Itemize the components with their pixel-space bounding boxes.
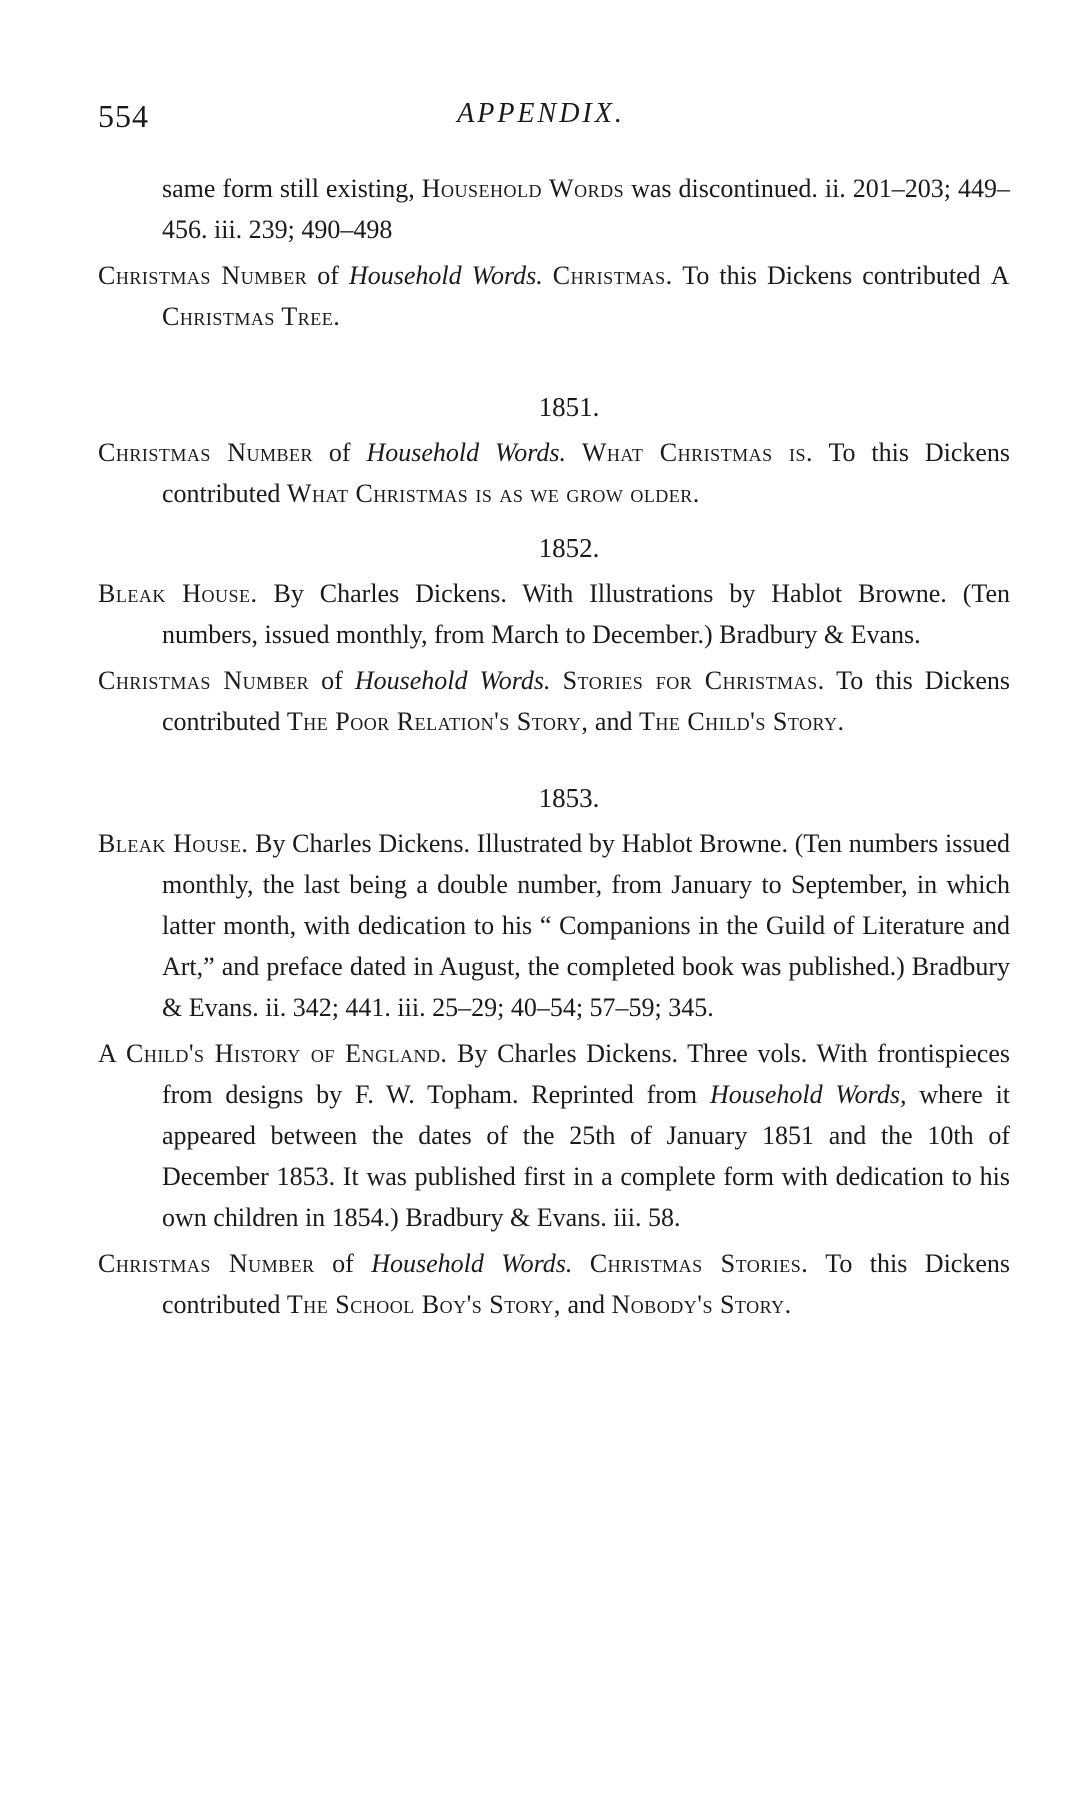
entry-bleak-house-1852: Bleak House. By Charles Dickens. With Illustrations by Hablot Browne. (Ten numbers, issued monthly, from March to December.) Bradbury & Evans. (98, 579, 1010, 649)
entry-childs-history-of-england: A Child's History of England. By Charles Dickens. Three vols. With frontispieces from designs by F. W. Topham. Reprinted from Household Words, where it appeared between the dates of the 25th of January 1851 and the 10th of December 1853. It was published first in a complete form with dedication to his own children in 1854.) Bradbury & Evans. iii. 58. (98, 1039, 1011, 1232)
page-number: 554 (98, 98, 149, 134)
entry-christmas-number-1852: Christmas Number of Household Words. Stories for Christmas. To this Dickens contributed The Poor Relation's Story, and The Child's Story. (98, 666, 1010, 736)
year-heading-1852: 1852. (538, 533, 600, 563)
year-heading-1853: 1853. (538, 783, 600, 813)
entry-christmas-number-1851: Christmas Number of Household Words. What Christmas is. To this Dickens contributed What Christmas is as we grow older. (98, 438, 1011, 508)
page-body (98, 168, 1010, 1330)
entry-christmas-number-1853: Christmas Number of Household Words. Christmas Stories. To this Dickens contributed The School Boy's Story, and Nobody's Story. (98, 1249, 1010, 1319)
entry-household-words-continued: same form still existing, Household Words was discontinued. ii. 201–203; 449–456. iii. 239; 490–498 (162, 174, 1010, 244)
entry-christmas-number-1850: Christmas Number of Household Words. Christmas. To this Dickens contributed A Christmas Tree. (98, 261, 1010, 331)
running-title: APPENDIX. (457, 98, 625, 129)
year-heading-1851: 1851. (538, 392, 600, 422)
entry-bleak-house-1853: Bleak House. By Charles Dickens. Illustrated by Hablot Browne. (Ten numbers issued monthly, the last being a double number, from January to September, in which latter month, with dedication to his “ Companions in the Guild of Literature and Art,” and preface dated in August, the completed book was published.) Bradbury & Evans. ii. 342; 441. iii. 25–29; 40–54; 57–59; 345. (98, 829, 1010, 1022)
page-header (98, 98, 984, 148)
